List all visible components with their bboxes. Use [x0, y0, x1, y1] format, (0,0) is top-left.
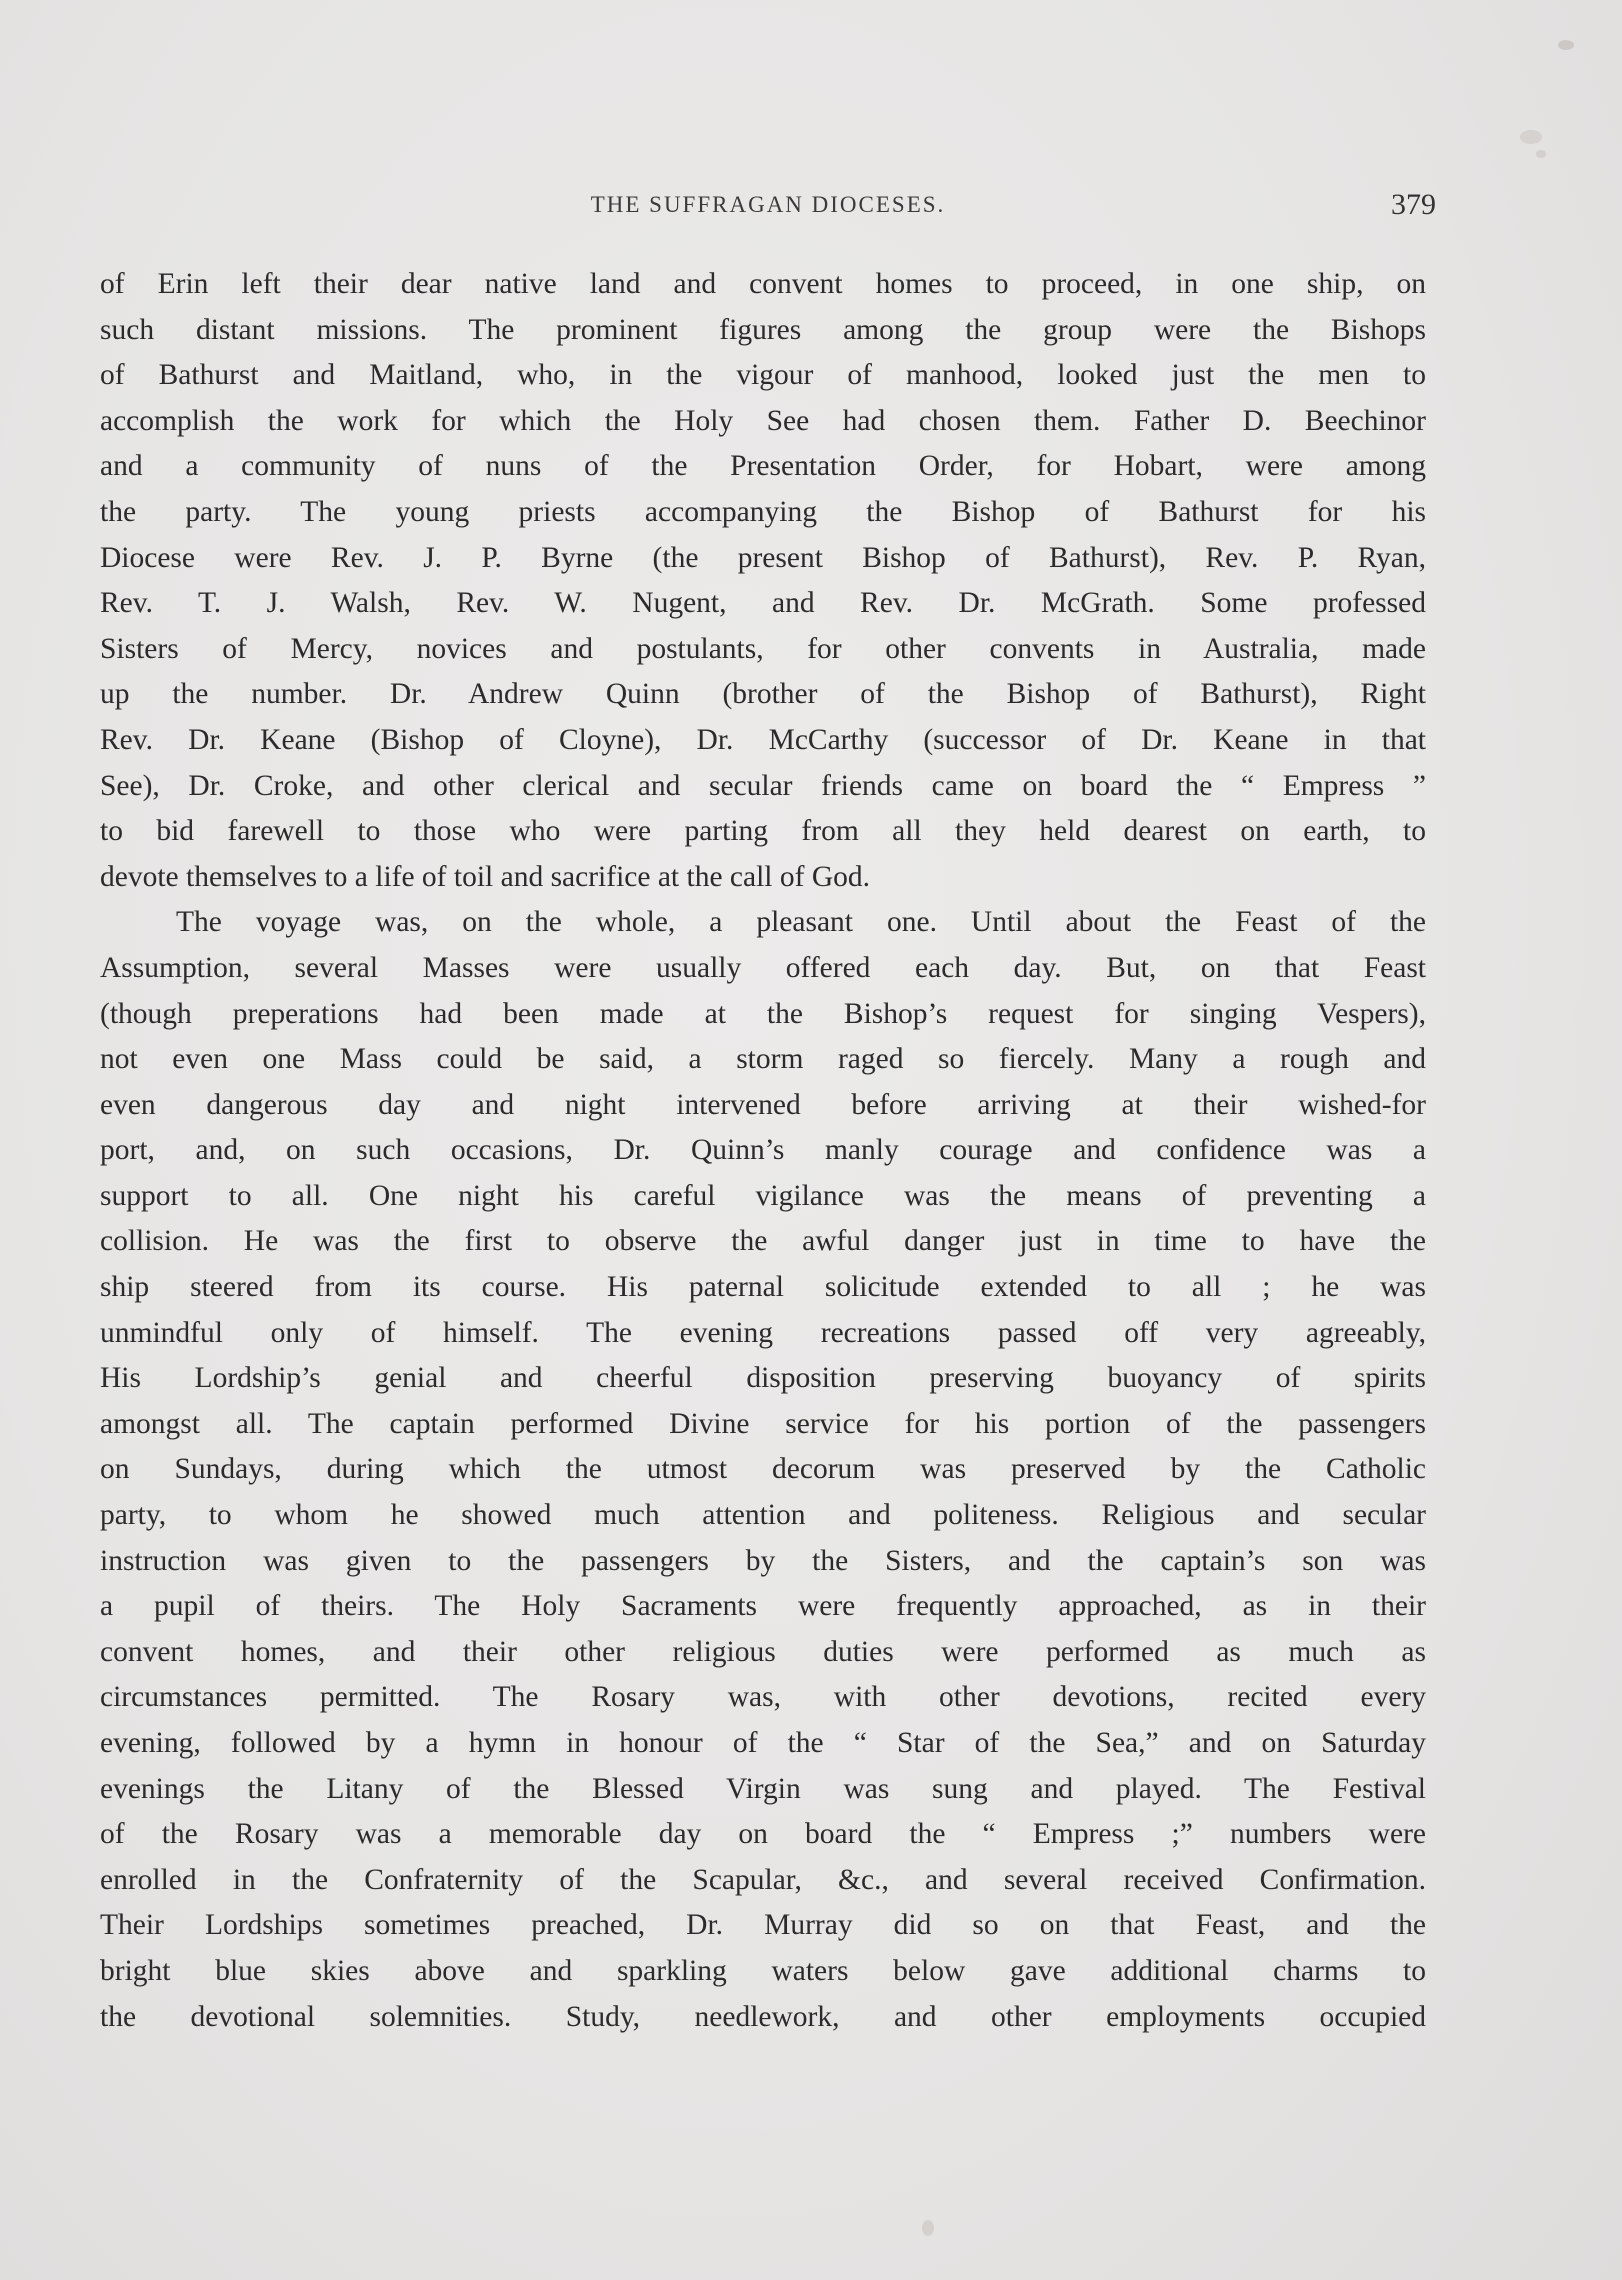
text-line: evenings the Litany of the Blessed Virgin was sung and played. The Festival — [100, 1772, 1426, 1805]
text-line: up the number. Dr. Andrew Quinn (brother of the Bishop of Bathurst), Right — [100, 678, 1426, 711]
text-line: bright blue skies above and sparkling waters below gave additional charms to — [100, 1954, 1426, 1987]
text-line: party, to whom he showed much attention and politeness. Religious and secular — [100, 1499, 1426, 1532]
text-line: support to all. One night his careful vigilance was the means of preventing a — [100, 1179, 1426, 1212]
text-line: Their Lordships sometimes preached, Dr. Murray did so on that Feast, and the — [100, 1909, 1426, 1942]
text-line: enrolled in the Confraternity of the Scapular, &c., and several received Confirmation. — [100, 1863, 1426, 1896]
text-line: to bid farewell to those who were parting from all they held dearest on earth, to — [100, 815, 1426, 848]
text-line: Rev. T. J. Walsh, Rev. W. Nugent, and Rev. Dr. McGrath. Some professed — [100, 587, 1426, 620]
text-line: His Lordship’s genial and cheerful disposition preserving buoyancy of spirits — [100, 1362, 1426, 1395]
text-line: of Erin left their dear native land and convent homes to proceed, in one ship, on — [100, 268, 1426, 300]
text-line: The voyage was, on the whole, a pleasant one. Until about the Feast of the — [176, 906, 1426, 939]
text-line: devote themselves to a life of toil and sacrifice at the call of God. — [100, 860, 870, 893]
text-line: of Bathurst and Maitland, who, in the vigour of manhood, looked just the men to — [100, 359, 1426, 392]
text-line: circumstances permitted. The Rosary was, with other devotions, recited every — [100, 1681, 1426, 1714]
paragraph-2 — [100, 900, 1426, 2040]
text-line: the party. The young priests accompanying the Bishop of Bathurst for his — [100, 495, 1426, 528]
text-line: ship steered from its course. His paternal solicitude extended to all ; he was — [100, 1271, 1426, 1304]
text-line: and a community of nuns of the Presentation Order, for Hobart, were among — [100, 450, 1426, 483]
text-line: of the Rosary was a memorable day on board the “ Empress ;” numbers were — [100, 1818, 1426, 1851]
text-line: instruction was given to the passengers by the Sisters, and the captain’s son was — [100, 1544, 1426, 1577]
text-line: even dangerous day and night intervened before arriving at their wished-for — [100, 1088, 1426, 1121]
paragraph-1 — [100, 262, 1426, 900]
text-line: such distant missions. The prominent figures among the group were the Bishops — [100, 313, 1426, 346]
text-line: (though preperations had been made at the Bishop’s request for singing Vespers), — [100, 997, 1426, 1030]
text-line: Assumption, several Masses were usually offered each day. But, on that Feast — [100, 951, 1426, 984]
running-title: THE SUFFRAGAN DIOCESES. — [590, 192, 946, 217]
text-line: on Sundays, during which the utmost decorum was preserved by the Catholic — [100, 1453, 1426, 1486]
page-number: 379 — [1391, 188, 1436, 221]
text-line: amongst all. The captain performed Divine service for his portion of the passengers — [100, 1407, 1426, 1440]
text-line: convent homes, and their other religious duties were performed as much as — [100, 1635, 1426, 1668]
text-line: not even one Mass could be said, a storm raged so fiercely. Many a rough and — [100, 1043, 1426, 1076]
text-line: evening, followed by a hymn in honour of the “ Star of the Sea,” and on Saturday — [100, 1727, 1426, 1759]
paper-spot — [1536, 150, 1546, 158]
text-line: Sisters of Mercy, novices and postulants, for other convents in Australia, made — [100, 632, 1426, 665]
text-line: See), Dr. Croke, and other clerical and secular friends came on board the “ Empress ” — [100, 769, 1426, 802]
paper-spot — [1558, 40, 1574, 50]
text-line: Rev. Dr. Keane (Bishop of Cloyne), Dr. McCarthy (successor of Dr. Keane in that — [100, 723, 1426, 756]
text-line: accomplish the work for which the Holy See had chosen them. Father D. Beechinor — [100, 404, 1426, 437]
paper-spot — [922, 2220, 934, 2236]
text-line: unmindful only of himself. The evening recreations passed off very agreeably, — [100, 1316, 1426, 1349]
text-line: collision. He was the first to observe the awful danger just in time to have the — [100, 1225, 1426, 1258]
text-line: port, and, on such occasions, Dr. Quinn’s manly courage and confidence was a — [100, 1134, 1426, 1167]
text-line: a pupil of theirs. The Holy Sacraments were frequently approached, as in their — [100, 1590, 1426, 1623]
text-line: Diocese were Rev. J. P. Byrne (the present Bishop of Bathurst), Rev. P. Ryan, — [100, 541, 1426, 574]
text-line: the devotional solemnities. Study, needlework, and other employments occupied — [100, 2000, 1426, 2033]
page-header — [100, 188, 1436, 228]
body-text — [100, 262, 1426, 2040]
paper-spot — [1520, 130, 1542, 144]
